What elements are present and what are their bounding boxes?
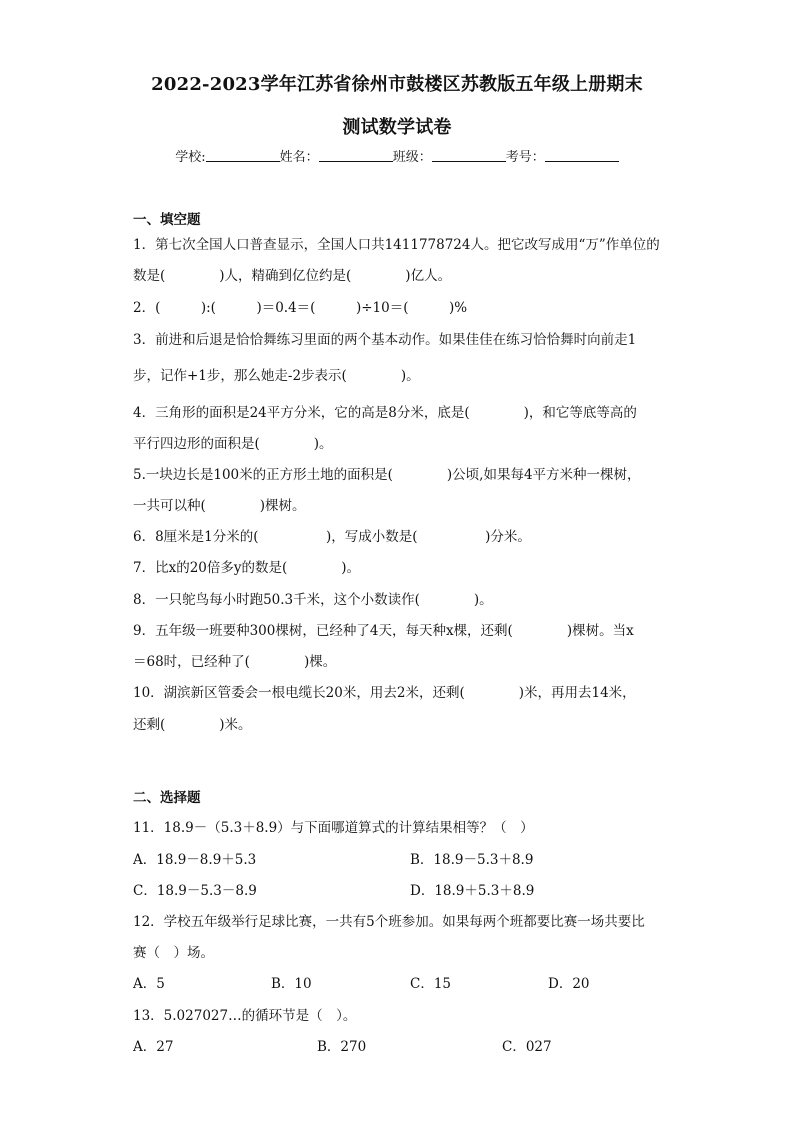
q12-stem-line2: 赛（ ）场。 bbox=[133, 945, 214, 961]
name-label: 姓名： bbox=[279, 150, 319, 165]
q10-line1: 10．湖滨新区管委会一根电缆长20米，用去2米，还剩( )米，再用去14米， bbox=[133, 685, 636, 701]
q4-line2: 平行四边形的面积是( )。 bbox=[133, 436, 333, 452]
section1-heading: 一、填空题 bbox=[133, 212, 201, 228]
exam-title-line1: 2022-2023学年江苏省徐州市鼓楼区苏教版五年级上册期末 bbox=[151, 74, 643, 95]
class-label: 班级： bbox=[392, 150, 432, 165]
q11-stem: 11．18.9－（5.3＋8.9）与下面哪道算式的计算结果相等？（ ） bbox=[133, 820, 534, 836]
school-blank bbox=[206, 149, 280, 162]
q3-line2: 步，记作+1步，那么她走-2步表示( )。 bbox=[133, 368, 420, 384]
section2-heading: 二、选择题 bbox=[133, 790, 201, 806]
q11-option-d: D．18.9＋5.3＋8.9 bbox=[410, 883, 535, 899]
q4-line1: 4．三角形的面积是24平方分米，它的高是8分米，底是( )，和它等底等高的 bbox=[133, 405, 637, 421]
q11-option-a: A．18.9－8.9＋5.3 bbox=[133, 852, 257, 868]
q7-line: 7．比x的20倍多y的数是( )。 bbox=[133, 560, 361, 576]
exam-no-blank bbox=[545, 149, 619, 162]
exam-no-label: 考号： bbox=[505, 150, 545, 165]
class-blank bbox=[432, 149, 506, 162]
q9-line1: 9．五年级一班要种300棵树，已经种了4天，每天种x棵，还剩( )棵树。当x bbox=[133, 623, 634, 639]
q13-stem: 13．5.027027…的循环节是（ ）。 bbox=[133, 1008, 357, 1024]
q9-line2: ＝68时，已经种了( )棵。 bbox=[133, 654, 337, 670]
school-label: 学校: bbox=[175, 150, 206, 165]
q8-line: 8．一只鸵鸟每小时跑50.3千米，这个小数读作( )。 bbox=[133, 592, 493, 608]
q10-line2: 还剩( )米。 bbox=[133, 717, 252, 733]
q1-line1: 1．第七次全国人口普查显示，全国人口共1411778724人。把它改写成用“万”作单位的 bbox=[133, 237, 660, 253]
q12-option-b: B．10 bbox=[271, 976, 312, 992]
q2-line: 2．( ):( )＝0.4＝( )÷10＝( )% bbox=[133, 300, 468, 316]
q11-option-b: B．18.9－5.3＋8.9 bbox=[410, 852, 534, 868]
student-info-row bbox=[0, 146, 794, 165]
q6-line: 6．8厘米是1分米的( )，写成小数是( )分米。 bbox=[133, 529, 531, 545]
q12-option-a: A．5 bbox=[133, 976, 165, 992]
q13-option-c: C．027 bbox=[502, 1039, 552, 1055]
q12-option-d: D．20 bbox=[548, 976, 590, 992]
exam-title-line2: 测试数学试卷 bbox=[342, 117, 452, 138]
q13-option-b: B．270 bbox=[317, 1039, 367, 1055]
q5-line2: 一共可以种( )棵树。 bbox=[133, 498, 306, 514]
q3-line1: 3．前进和后退是恰恰舞练习里面的两个基本动作。如果佳佳在练习恰恰舞时向前走1 bbox=[133, 332, 637, 348]
q12-stem-line1: 12．学校五年级举行足球比赛，一共有5个班参加。如果每两个班都要比赛一场共要比 bbox=[133, 914, 645, 930]
q1-line2: 数是( )人，精确到亿位约是( )亿人。 bbox=[133, 268, 452, 284]
name-blank bbox=[319, 149, 393, 162]
q13-option-a: A．27 bbox=[133, 1039, 174, 1055]
q12-option-c: C．15 bbox=[410, 976, 452, 992]
q5-line1: 5.一块边长是100米的正方形土地的面积是( )公顷,如果每4平方米种一棵树， bbox=[133, 467, 641, 483]
q11-option-c: C．18.9－5.3－8.9 bbox=[133, 883, 257, 899]
